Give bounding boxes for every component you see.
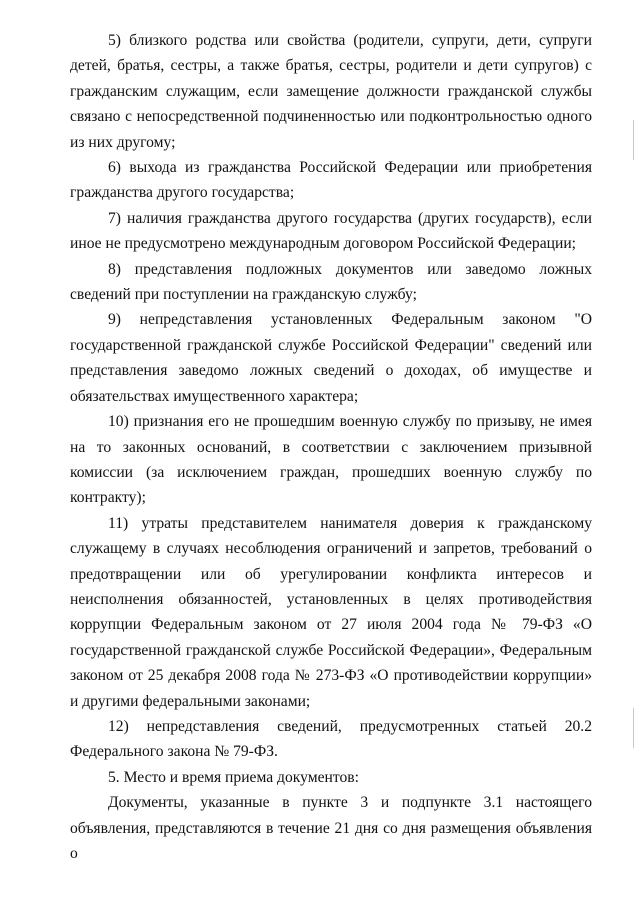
paragraph-item-6: 6) выхода из гражданства Российской Федерации или приобретения гражданства другого государства;: [70, 159, 592, 202]
scan-edge-mark: [633, 120, 634, 160]
paragraph-item-9: 9) непредставления установленных Федеральным законом "О государственной гражданской службе Российской Федерации" сведений или представления заведомо ложных сведений о доходах, об имуществе и обязательствах имущественного характера;: [70, 311, 592, 405]
paragraph-item-5: 5) близкого родства или свойства (родители, супруги, дети, супруги детей, братья, сестры, а также братья, сестры, родители и дети супругов) с гражданским служащим, если замещение должности гражданской службы связано с непосредственной подчиненностью или подконтрольностью одного из них другому;: [70, 32, 592, 151]
document-body: [70, 28, 592, 866]
section-heading-5: 5. Место и время приема документов:: [108, 768, 359, 786]
paragraph-item-8: 8) представления подложных документов или заведомо ложных сведений при поступлении на гражданскую службу;: [70, 260, 592, 304]
paragraph-item-12: 12) непредставления сведений, предусмотренных статьей 20.2 Федерального закона № 79-ФЗ.: [70, 717, 592, 761]
paragraph-item-11: 11) утраты представителем нанимателя доверия к гражданскому служащему в случаях несоблюдения ограничений и запретов, требований о предотвращении или об урегулировании конфликта интересов и неисполнения обязанностей, установленных в целях противодействия коррупции Федеральным законом от 27 июля 2004 года № 79-ФЗ «О государственной гражданской службе Российской Федерации», Федеральным законом от 25 декабря 2008 года № 273-ФЗ «О противодействии коррупции» и другими федеральными законами;: [70, 514, 592, 710]
scan-edge-mark: [633, 708, 634, 748]
paragraph-item-10: 10) признания его не прошедшим военную службу по призыву, не имея на то законных оснований, в соответствии с заключением призывной комиссии (за исключением граждан, прошедших военную службу по контракту);: [70, 413, 592, 507]
paragraph-item-7: 7) наличия гражданства другого государства (других государств), если иное не предусмотрено международным договором Российской Федерации;: [70, 209, 592, 253]
paragraph-documents: Документы, указанные в пункте 3 и подпункте 3.1 настоящего объявления, представляются в течение 21 дня со дня размещения объявления о: [70, 794, 592, 862]
